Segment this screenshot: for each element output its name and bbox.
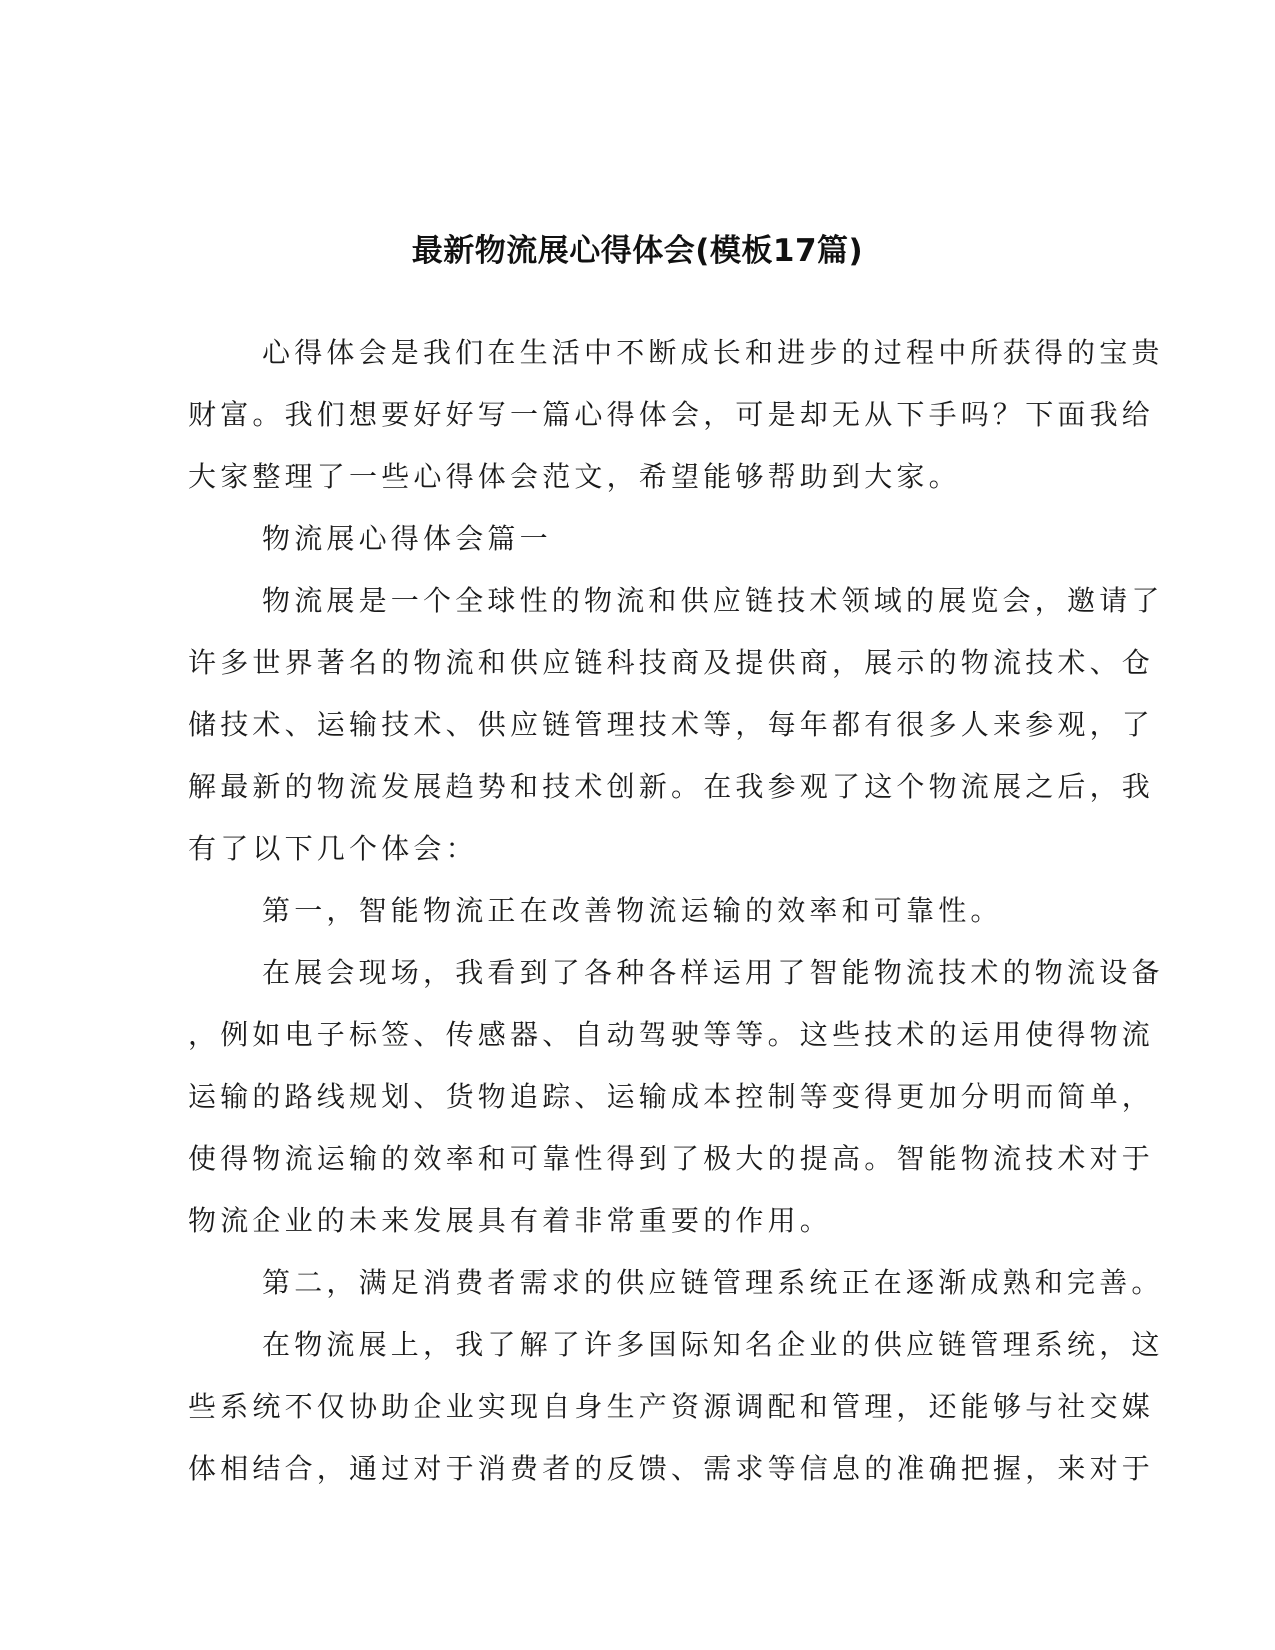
text-line: 有了以下几个体会： (188, 832, 478, 865)
text-line: 财富。我们想要好好写一篇心得体会，可是却无从下手吗？下面我给 (188, 398, 1155, 431)
text-line: 些系统不仅协助企业实现自身生产资源调配和管理，还能够与社交媒 (188, 1390, 1155, 1423)
text-line: 物流展是一个全球性的物流和供应链技术领域的展览会，邀请了 (262, 584, 1164, 617)
text-line: 心得体会是我们在生活中不断成长和进步的过程中所获得的宝贵 (262, 336, 1164, 369)
text-line: 运输的路线规划、货物追踪、运输成本控制等变得更加分明而简单， (188, 1080, 1155, 1113)
text-line: 使得物流运输的效率和可靠性得到了极大的提高。智能物流技术对于 (188, 1142, 1155, 1175)
page-title: 最新物流展心得体会(模板17篇) (411, 232, 864, 269)
paragraph-intro (188, 322, 1164, 508)
text-line: 储技术、运输技术、供应链管理技术等，每年都有很多人来参观，了 (188, 708, 1155, 741)
text-line: 在物流展上，我了解了许多国际知名企业的供应链管理系统，这 (262, 1328, 1164, 1361)
point-1 (188, 880, 1068, 942)
text-line: 物流展心得体会篇一 (262, 522, 552, 555)
document-body (188, 322, 1164, 1500)
text-line: 第二，满足消费者需求的供应链管理系统正在逐渐成熟和完善。 (262, 1266, 1164, 1299)
text-line: 解最新的物流发展趋势和技术创新。在我参观了这个物流展之后，我 (188, 770, 1155, 803)
paragraph-1 (188, 570, 1164, 880)
text-line: ，例如电子标签、传感器、自动驾驶等等。这些技术的运用使得物流 (188, 1018, 1155, 1051)
paragraph-3 (188, 1314, 1164, 1500)
paragraph-2 (188, 942, 1164, 1252)
point-2 (188, 1252, 1164, 1314)
section-heading (188, 508, 1068, 570)
text-line: 在展会现场，我看到了各种各样运用了智能物流技术的物流设备 (262, 956, 1164, 989)
text-line: 许多世界著名的物流和供应链科技商及提供商，展示的物流技术、仓 (188, 646, 1155, 679)
text-line: 大家整理了一些心得体会范文，希望能够帮助到大家。 (188, 460, 961, 493)
text-line: 第一，智能物流正在改善物流运输的效率和可靠性。 (262, 894, 1003, 927)
text-line: 物流企业的未来发展具有着非常重要的作用。 (188, 1204, 833, 1237)
text-line: 体相结合，通过对于消费者的反馈、需求等信息的准确把握，来对于 (188, 1452, 1155, 1485)
